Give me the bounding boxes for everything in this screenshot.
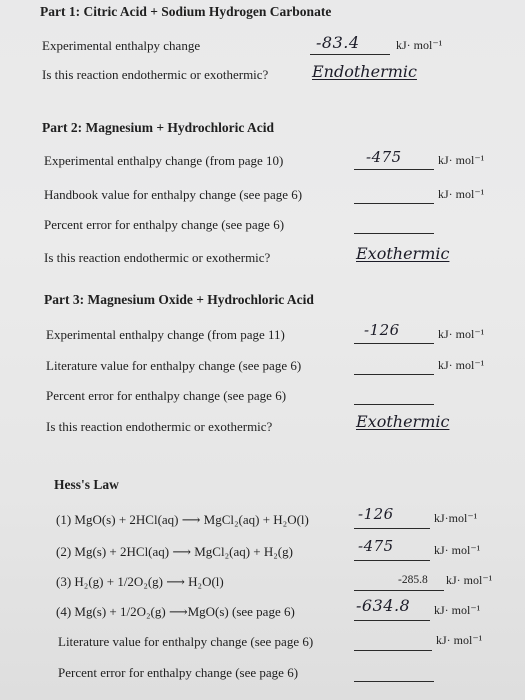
part2-type-label: Is this reaction endothermic or exothermic? [44, 250, 271, 265]
hess-reaction-1: (1) MgO(s) + 2HCl(aq) ⟶ MgCl₂(aq) + H₂O(l) [56, 512, 309, 527]
part3-error-blank [354, 388, 434, 405]
hess-reaction-3-value: -285.8 [398, 574, 428, 586]
part3-error-label: Percent error for enthalpy change (see page 6) [46, 388, 287, 403]
hess-reaction-2: (2) Mg(s) + 2HCl(aq) ⟶ MgCl₂(aq) + H₂(g) [56, 544, 293, 559]
hess-literature-unit: kJ· mol⁻¹ [436, 633, 483, 647]
hess-error-blank [354, 665, 434, 682]
part2-handbook-label: Handbook value for enthalpy change (see page 6) [44, 187, 303, 202]
part2-exp-unit: kJ· mol⁻¹ [438, 153, 485, 167]
hess-literature-label: Literature value for enthalpy change (see page 6) [58, 634, 314, 649]
part3-exp-label: Experimental enthalpy change (from page 11) [46, 327, 285, 342]
part2-exp-answer: -475 [366, 148, 402, 166]
part3-literature-blank [354, 358, 434, 375]
part1-enthalpy-unit: kJ· mol⁻¹ [396, 38, 443, 52]
part3-type-answer: Exothermic [356, 412, 450, 431]
part3-exp-answer: -126 [364, 321, 400, 339]
part1-type-label: Is this reaction endothermic or exothermic? [42, 67, 269, 82]
hess-reaction-3: (3) H₂(g) + 1/2O₂(g) ⟶ H₂O(l) [56, 574, 224, 589]
part2-handbook-unit: kJ· mol⁻¹ [438, 187, 485, 201]
hess-literature-blank [354, 634, 432, 651]
hess-reaction-2-unit: kJ· mol⁻¹ [434, 543, 481, 557]
part3-literature-unit: kJ· mol⁻¹ [438, 358, 485, 372]
part1-type-answer: Endothermic [312, 62, 417, 81]
part2-handbook-blank [354, 187, 434, 204]
hess-reaction-4-value: -634.8 [356, 596, 411, 615]
part2-heading: Part 2: Magnesium + Hydrochloric Acid [42, 120, 275, 135]
part1-enthalpy-label: Experimental enthalpy change [42, 38, 201, 53]
hess-error-label: Percent error for enthalpy change (see page 6) [58, 665, 299, 680]
part2-error-label: Percent error for enthalpy change (see page 6) [44, 217, 285, 232]
hess-reaction-1-value: -126 [358, 505, 394, 523]
hess-reaction-4-unit: kJ· mol⁻¹ [434, 603, 481, 617]
part3-literature-label: Literature value for enthalpy change (see page 6) [46, 358, 302, 373]
part2-type-answer: Exothermic [356, 244, 450, 263]
hess-reaction-3-unit: kJ· mol⁻¹ [446, 573, 493, 587]
part1-heading: Part 1: Citric Acid + Sodium Hydrogen Carbonate [40, 4, 332, 19]
part2-exp-label: Experimental enthalpy change (from page 10) [44, 153, 284, 168]
part3-exp-unit: kJ· mol⁻¹ [438, 327, 485, 341]
hess-reaction-4: (4) Mg(s) + 1/2O₂(g) ⟶MgO(s) (see page 6) [56, 604, 295, 619]
part1-enthalpy-answer: -83.4 [316, 33, 360, 52]
hess-heading: Hess's Law [54, 477, 119, 492]
part2-error-blank [354, 217, 434, 234]
hess-reaction-1-unit: kJ·mol⁻¹ [434, 511, 478, 525]
part3-type-label: Is this reaction endothermic or exothermic? [46, 419, 273, 434]
hess-reaction-2-value: -475 [358, 537, 394, 555]
part3-heading: Part 3: Magnesium Oxide + Hydrochloric Acid [44, 292, 314, 307]
